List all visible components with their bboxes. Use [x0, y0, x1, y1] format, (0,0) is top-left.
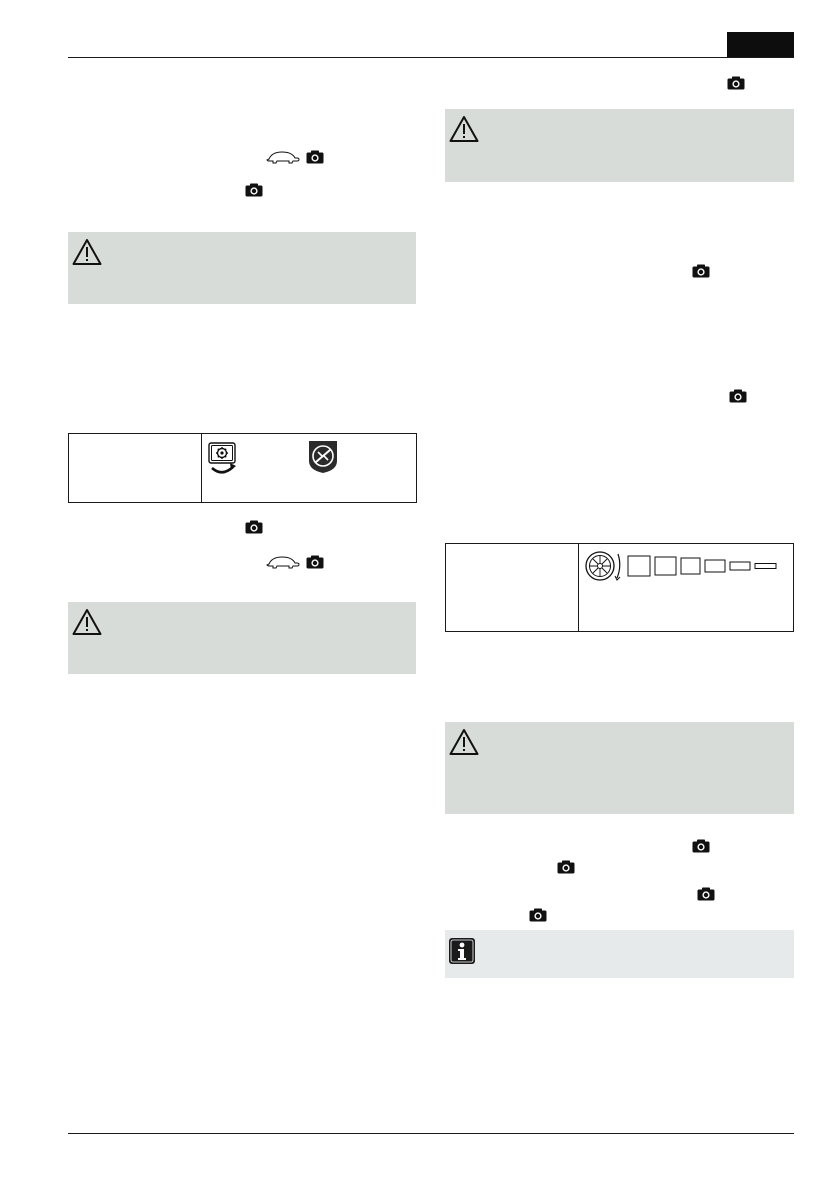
camera-icon	[692, 264, 710, 278]
gear-rotate-icon	[208, 442, 240, 476]
camera-icon	[245, 520, 263, 534]
warning-triangle-icon	[72, 608, 102, 636]
camera-icon	[727, 76, 745, 90]
info-icon	[448, 937, 476, 965]
camera-icon	[692, 839, 710, 853]
camera-icon	[245, 183, 263, 197]
camera-icon	[529, 908, 547, 922]
blade-size-scale-icon	[584, 548, 784, 582]
camera-icon	[306, 150, 324, 164]
camera-icon	[729, 389, 747, 403]
header-tab	[727, 32, 794, 58]
table-divider	[578, 544, 579, 631]
warning-box	[445, 722, 794, 814]
table-divider	[201, 434, 202, 502]
header-rule	[68, 57, 794, 58]
no-tools-icon	[307, 440, 339, 474]
warning-triangle-icon	[72, 238, 102, 266]
mode-table	[68, 433, 417, 503]
camera-icon	[306, 555, 324, 569]
turtle-icon	[266, 150, 300, 164]
turtle-icon	[266, 555, 300, 569]
warning-triangle-icon	[449, 115, 479, 143]
camera-icon	[557, 860, 575, 874]
warning-box	[68, 602, 416, 674]
camera-icon	[697, 887, 715, 901]
blade-table	[445, 543, 794, 632]
warning-triangle-icon	[449, 728, 479, 756]
info-box	[445, 930, 794, 978]
warning-box	[445, 109, 794, 182]
footer-rule	[68, 1133, 794, 1134]
warning-box	[68, 232, 416, 304]
